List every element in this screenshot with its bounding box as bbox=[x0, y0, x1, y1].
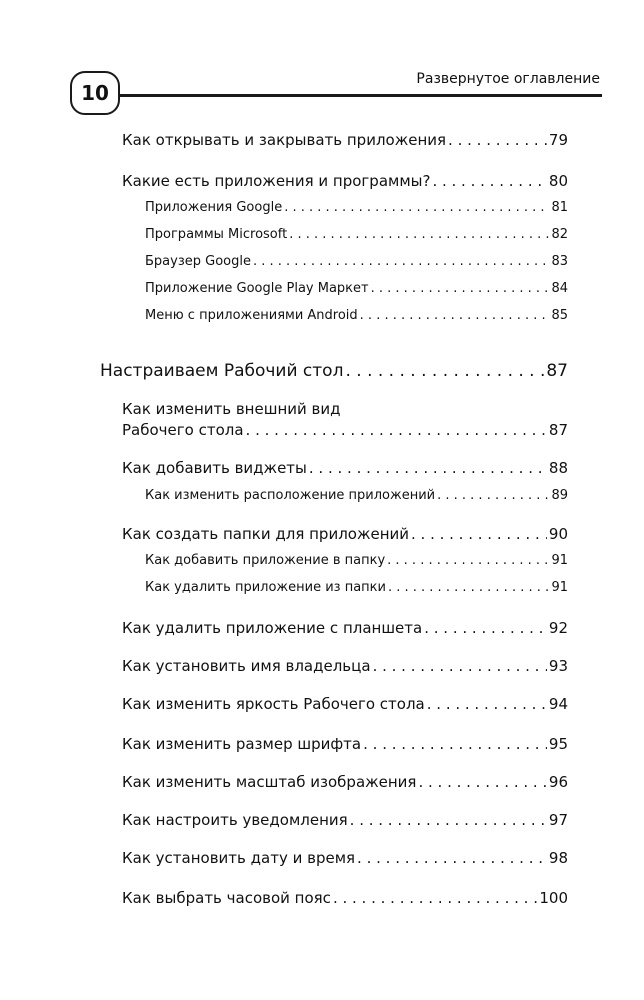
toc-entry-title: Как открывать и закрывать приложения bbox=[122, 131, 447, 149]
dot-leader bbox=[357, 849, 547, 867]
toc-entry-page: 93 bbox=[548, 657, 568, 675]
toc-entry-title: Как изменить масштаб изображения bbox=[122, 773, 417, 791]
dot-leader bbox=[432, 172, 546, 190]
dot-leader bbox=[333, 889, 537, 907]
toc-entry-title: Как выбрать часовой пояс bbox=[122, 889, 331, 907]
toc-entry-page: 81 bbox=[551, 200, 568, 215]
toc-entry-title: Браузер Google bbox=[145, 254, 251, 269]
running-header-title: Развернутое оглавление bbox=[416, 71, 600, 87]
dot-leader bbox=[387, 553, 549, 569]
toc-entry-title: Рабочего стола bbox=[122, 421, 244, 439]
dot-leader bbox=[350, 811, 547, 829]
toc-entry-title: Как изменить расположение приложений bbox=[145, 488, 436, 503]
toc-entry-page: 87 bbox=[548, 421, 568, 439]
toc-entry-title: Как добавить виджеты bbox=[122, 459, 307, 477]
toc-entry-page: 95 bbox=[548, 735, 568, 753]
toc-entry-page: 100 bbox=[539, 889, 568, 907]
toc-entry[interactable] bbox=[122, 525, 568, 543]
toc-subentry[interactable] bbox=[145, 488, 568, 504]
toc-subentry[interactable] bbox=[145, 227, 568, 243]
dot-leader bbox=[388, 580, 549, 596]
dot-leader bbox=[373, 657, 547, 675]
toc-entry[interactable] bbox=[122, 172, 568, 190]
dot-leader bbox=[424, 619, 547, 637]
toc-entry-page: 98 bbox=[548, 849, 568, 867]
dot-leader bbox=[345, 361, 544, 381]
toc-entry[interactable] bbox=[122, 889, 568, 907]
dot-leader bbox=[418, 773, 546, 791]
toc-subentry[interactable] bbox=[145, 200, 568, 216]
toc-entry-title: Как установить имя владельца bbox=[122, 657, 371, 675]
toc-entry-page: 96 bbox=[548, 773, 568, 791]
dot-leader bbox=[253, 254, 549, 270]
toc-subentry[interactable] bbox=[145, 308, 568, 324]
toc-entry[interactable] bbox=[122, 619, 568, 637]
toc-entry-title: Как настроить уведомления bbox=[122, 811, 348, 829]
toc-entry[interactable] bbox=[122, 811, 568, 829]
toc-entry-page: 89 bbox=[551, 488, 568, 503]
toc-entry-title: Программы Microsoft bbox=[145, 227, 288, 242]
toc-entry-title: Настраиваем Рабочий стол bbox=[100, 361, 344, 381]
toc-entry-page: 90 bbox=[548, 525, 568, 543]
dot-leader bbox=[437, 488, 549, 504]
toc-subentry[interactable] bbox=[145, 281, 568, 297]
toc-entry[interactable] bbox=[122, 459, 568, 477]
dot-leader bbox=[284, 200, 549, 216]
page-number: 10 bbox=[70, 71, 120, 115]
toc-entry-title: Как удалить приложение из папки bbox=[145, 580, 386, 595]
toc-entry-title: Как удалить приложение с планшета bbox=[122, 619, 423, 637]
toc-entry-page: 87 bbox=[546, 361, 568, 381]
toc-entry[interactable] bbox=[122, 657, 568, 675]
toc-subentry[interactable] bbox=[145, 580, 568, 596]
dot-leader bbox=[411, 525, 547, 543]
toc-entry[interactable] bbox=[122, 773, 568, 791]
header-rule bbox=[120, 94, 602, 97]
toc-entry-title: Как добавить приложение в папку bbox=[145, 553, 386, 568]
toc-entry-page: 92 bbox=[548, 619, 568, 637]
dot-leader bbox=[363, 735, 547, 753]
toc-entry-page: 88 bbox=[548, 459, 568, 477]
toc-entry-page: 84 bbox=[551, 281, 568, 296]
dot-leader bbox=[448, 131, 547, 149]
dot-leader bbox=[371, 281, 550, 297]
toc-entry-page: 91 bbox=[551, 553, 568, 568]
toc-entry-title: Приложение Google Play Маркет bbox=[145, 281, 369, 296]
toc-entry-page: 94 bbox=[548, 695, 568, 713]
dot-leader bbox=[360, 308, 550, 324]
toc-entry[interactable] bbox=[122, 695, 568, 713]
toc-entry-title: Приложения Google bbox=[145, 200, 283, 215]
toc-entry-page: 83 bbox=[551, 254, 568, 269]
toc-subentry[interactable] bbox=[145, 553, 568, 569]
toc-entry[interactable] bbox=[122, 421, 568, 439]
toc-entry-page: 80 bbox=[548, 172, 568, 190]
toc-entry-title: Как изменить яркость Рабочего стола bbox=[122, 695, 425, 713]
toc-entry-title: Как создать папки для приложений bbox=[122, 525, 409, 543]
toc-entry-page: 79 bbox=[548, 131, 568, 149]
toc-entry-page: 85 bbox=[551, 308, 568, 323]
toc-entry-title: Как изменить размер шрифта bbox=[122, 735, 362, 753]
toc-entry[interactable] bbox=[122, 849, 568, 867]
toc-entry-page: 97 bbox=[548, 811, 568, 829]
dot-leader bbox=[309, 459, 547, 477]
toc-entry[interactable] bbox=[122, 735, 568, 753]
toc-entry-title: Как установить дату и время bbox=[122, 849, 356, 867]
toc-entry-title: Какие есть приложения и программы? bbox=[122, 172, 431, 190]
toc-entry-title-line1[interactable]: Как изменить внешний вид bbox=[122, 400, 341, 418]
dot-leader bbox=[427, 695, 547, 713]
toc-entry[interactable] bbox=[122, 131, 568, 149]
dot-leader bbox=[246, 421, 547, 439]
dot-leader bbox=[289, 227, 549, 243]
toc-entry-page: 91 bbox=[551, 580, 568, 595]
toc-entry-page: 82 bbox=[551, 227, 568, 242]
toc-chapter[interactable] bbox=[100, 361, 568, 381]
toc-entry-title: Меню с приложениями Android bbox=[145, 308, 358, 323]
toc-subentry[interactable] bbox=[145, 254, 568, 270]
